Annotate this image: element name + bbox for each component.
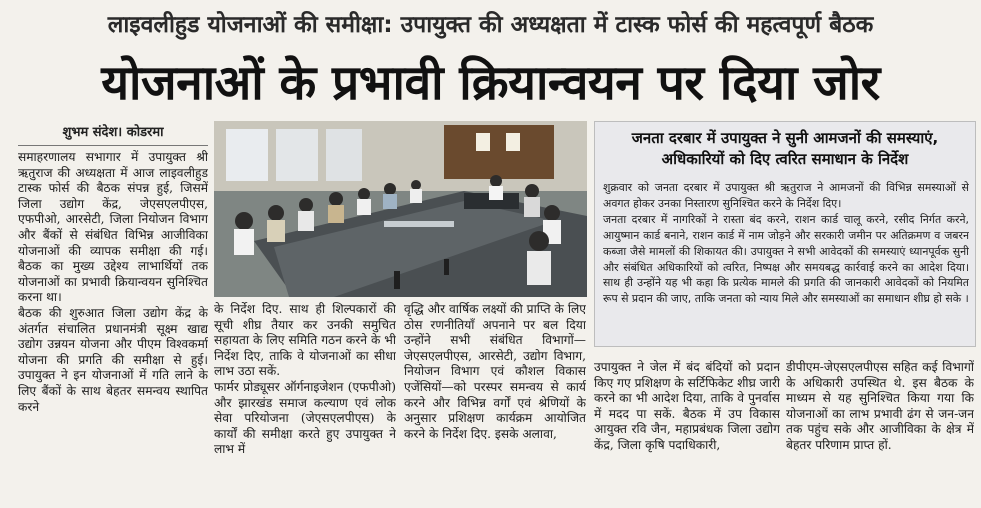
article-column-4 (594, 360, 780, 504)
article-column-2 (214, 302, 396, 504)
paragraph: उपायुक्त ने जेल में बंद बंदियों को प्रदान किए गए प्रशिक्षण के सर्टिफिकेट शीघ्र जारी करने का भी आदेश दिया, ताकि वे पुनर्वास में मदद पा सकें. बैठक में उप विकास आयुक्त रवि जैन, महाप्रबंधक जिला उद्योग केंद्र, जिला कृषि पदाधिकारी, (594, 360, 780, 452)
paragraph: फार्मर प्रोड्यूसर ऑर्गनाइजेशन (एफपीओ) और झारखंड समाज कल्याण एवं लोक सेवा परियोजना (जेएसएलपीएस) के कार्यों की समीक्षा करते हुए उपायुक्त ने लाभ में (214, 379, 396, 457)
paragraph: समाहरणालय सभागार में उपायुक्त श्री ऋतुराज की अध्यक्षता में आज लाइवलीहुड टास्क फोर्स की बैठक संपन्न हुई, जिसमें जिला उद्योग केंद्र, जेएसएलपीएस, एफपीओ, आरसेटी, जिला नियोजन विभाग और बैंकों से संबंधित विभिन्न आजीविका योजनाओं की व्यापक समीक्षा की गई। बैठक का मुख्य उद्देश्य लाभार्थियों तक योजनाओं का प्रभावी क्रियान्वयन सुनिश्चित करना था। (18, 150, 208, 305)
byline-rule (18, 145, 208, 146)
article-column-3 (404, 302, 586, 504)
main-headline: योजनाओं के प्रभावी क्रियान्वयन पर दिया जोर (101, 55, 880, 111)
byline: शुभम संदेश। कोडरमा (62, 125, 164, 140)
box-headline: जनता दरबार में उपायुक्त ने सुनी आमजनों की समस्याएं, अधिकारियों को दिए त्वरित समाधान के निर्देश (631, 129, 939, 168)
paragraph: जनता दरबार में नागरिकों ने रास्ता बंद करने, राशन कार्ड चालू करने, रसीद निर्गत करने, आयुष्मान कार्ड बनाने, राशन कार्ड में नाम जोड़ने और सरकारी जमीन पर अतिक्रमण व जबरन कब्जा जैसे मामलों की शिकायत की। उपायुक्त ने सभी आवेदकों की समस्याएं ध्यानपूर्वक सुनी और संबंधित अधिकारियों को त्वरित, निष्पक्ष और समयबद्ध कार्रवाई करने का आदेश दिया। साथ ही उन्होंने यह भी कहा कि प्रत्येक मामले की प्रगति की जानकारी आवेदकों को नियमित रूप से प्रदान की जाए, ताकि जनता को न्याय मिले और समस्याओं का समाधान शीघ्र हो सके । (603, 212, 969, 306)
kicker-headline: लाइवलीहुड योजनाओं की समीक्षा: उपायुक्त की अध्यक्षता में टास्क फोर्स की महत्वपूर्ण बैठक (107, 12, 874, 38)
meeting-photo-illustration (214, 121, 587, 297)
paragraph: के निर्देश दिए. साथ ही शिल्पकारों की सूची शीघ्र तैयार कर उनकी समुचित सहायता के लिए समिति गठन करने के भी निर्देश दिए, ताकि वे योजनाओं का सीधा लाभ उठा सकें. (214, 302, 396, 379)
meeting-photo (214, 121, 587, 297)
janta-darbar-box (594, 121, 976, 347)
article-column-5 (786, 360, 974, 504)
paragraph: बैठक की शुरुआत जिला उद्योग केंद्र के अंतर्गत संचालित प्रधानमंत्री सूक्ष्म खाद्य उद्योग उन्नयन योजना और पीएम विश्वकर्मा योजना की प्रगति की समीक्षा से हुई। उपायुक्त ने इन योजनाओं में गति लाने के लिए बैंकों के साथ बेहतर समन्वय स्थापित करने (18, 305, 208, 414)
box-body (603, 180, 969, 344)
article-column-1 (18, 150, 208, 504)
paragraph: शुक्रवार को जनता दरबार में उपायुक्त श्री ऋतुराज ने आमजनों की विभिन्न समस्याओं से अवगत होकर उनका निस्तारण सुनिश्चित करने के निर्देश दिए। (603, 181, 969, 210)
paragraph: डीपीएम-जेएसएलपीएस सहित कई विभागों के अधिकारी उपस्थित थे. इस बैठक के माध्यम से यह सुनिश्चित किया गया कि योजनाओं का लाभ प्रभावी ढंग से जन-जन तक पहुंच सके और आजीविका के क्षेत्र में बेहतर परिणाम प्राप्त हों. (786, 360, 974, 452)
paragraph: वृद्धि और वार्षिक लक्ष्यों की प्राप्ति के लिए ठोस रणनीतियाँ अपनाने पर बल दिया उन्होंने सभी संबंधित विभागों—जेएसएलपीएस, आरसेटी, उद्योग विभाग, नियोजन विभाग एवं कौशल विकास एजेंसियों—को परस्पर समन्वय से कार्य करने और विभिन्न वर्गों एवं श्रेणियों के अनुसार प्रशिक्षण कार्यक्रम आयोजित करने के निर्देश दिए. इसके अलावा, (404, 302, 586, 441)
